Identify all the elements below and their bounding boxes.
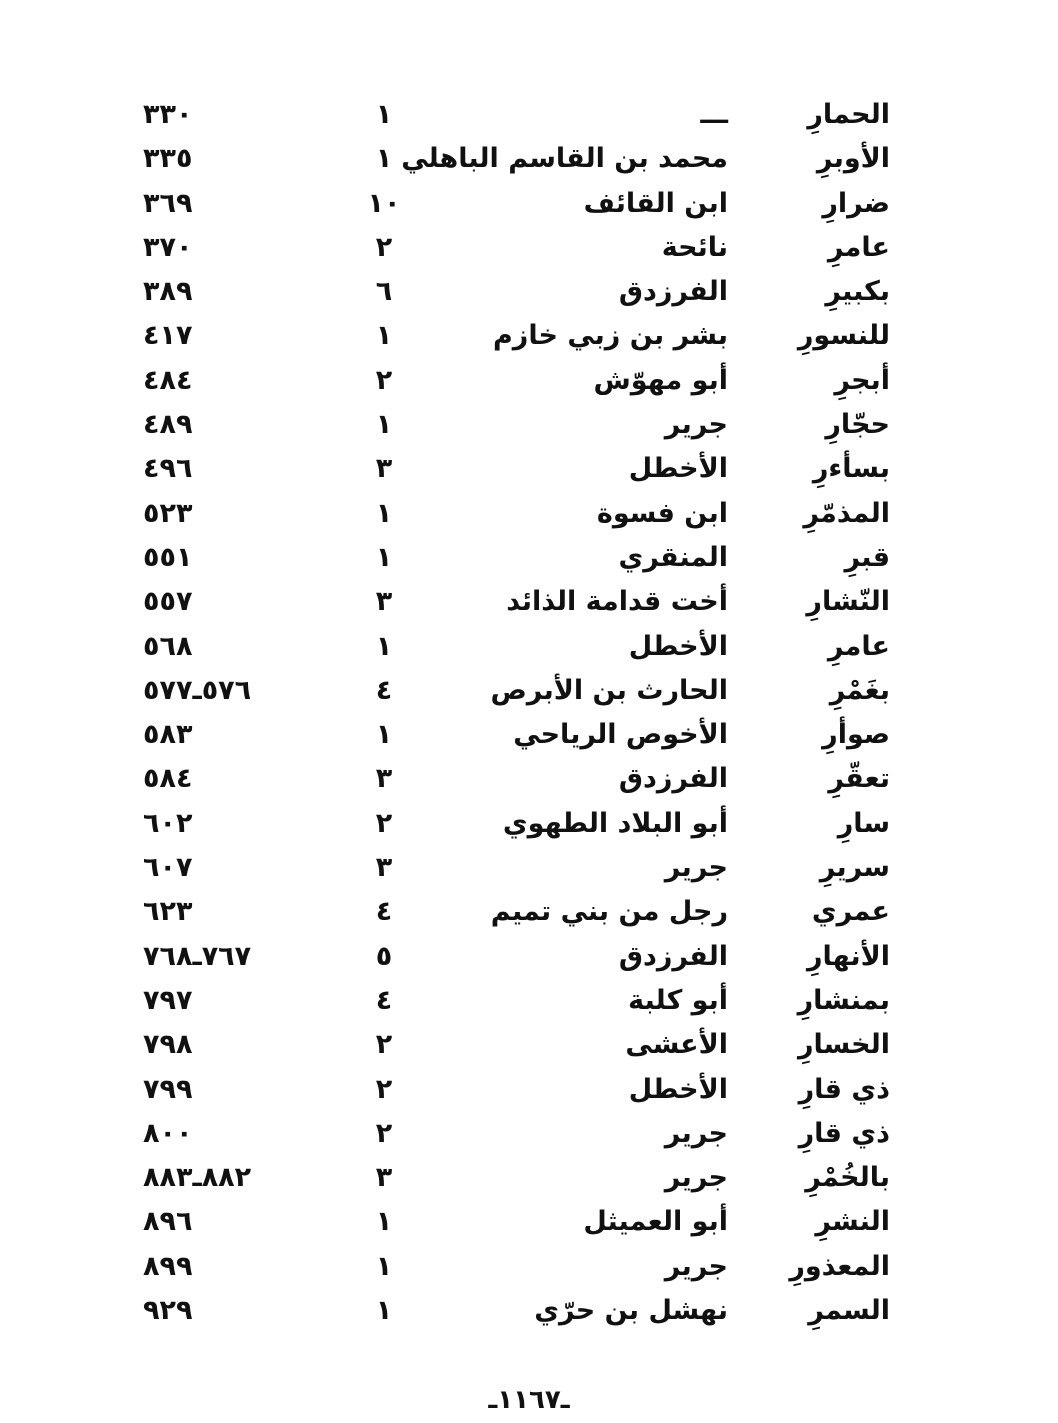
verse-count: ٤ bbox=[375, 674, 393, 706]
page-reference: ٥٥٧ bbox=[143, 586, 193, 618]
table-row bbox=[0, 846, 1058, 890]
poet-name: ابن فسوة bbox=[596, 497, 728, 529]
rhyme-word: صوأرِ bbox=[822, 719, 890, 751]
verse-count: ١ bbox=[375, 1206, 393, 1238]
table-row bbox=[0, 93, 1058, 137]
rhyme-word: عامرِ bbox=[827, 630, 890, 662]
page-reference: ٥٥١ bbox=[143, 541, 193, 573]
verse-count: ٥ bbox=[375, 940, 393, 972]
verse-count: ١ bbox=[375, 1295, 393, 1327]
rhyme-word: ذي قارِ bbox=[798, 1117, 890, 1149]
table-row bbox=[0, 1023, 1058, 1067]
page-reference: ٥٨٤ bbox=[143, 763, 193, 795]
table-row bbox=[0, 182, 1058, 226]
verse-count: ٢ bbox=[375, 231, 393, 263]
poet-name: ابن القائف bbox=[583, 187, 728, 219]
table-row bbox=[0, 713, 1058, 757]
table-row bbox=[0, 890, 1058, 934]
table-row bbox=[0, 1068, 1058, 1112]
table-row bbox=[0, 536, 1058, 580]
table-row bbox=[0, 802, 1058, 846]
page-reference: ٤٨٩ bbox=[143, 409, 193, 441]
rhyme-word: الخسارِ bbox=[797, 1029, 890, 1061]
rhyme-word: بغَمْرِ bbox=[829, 674, 890, 706]
table-row bbox=[0, 270, 1058, 314]
rhyme-word: حجّارِ bbox=[825, 409, 890, 441]
poet-name: بشر بن زبي خازم bbox=[493, 320, 728, 352]
table-row bbox=[0, 625, 1058, 669]
rhyme-word: النّشارِ bbox=[806, 586, 890, 618]
rhyme-word: بكبيرِ bbox=[825, 276, 890, 308]
verse-count: ٢ bbox=[375, 364, 393, 396]
rhyme-word: ذي قارِ bbox=[798, 1073, 890, 1105]
poet-name: محمد بن القاسم الباهلي bbox=[401, 143, 728, 175]
poet-name: أبو البلاد الطهوي bbox=[502, 807, 728, 839]
page-reference: ٧٩٧ bbox=[143, 984, 193, 1016]
table-row bbox=[0, 935, 1058, 979]
poet-name: نهشل بن حرّي bbox=[534, 1295, 728, 1327]
table-row bbox=[0, 580, 1058, 624]
rhyme-word: سريرِ bbox=[819, 852, 890, 884]
verse-count: ١ bbox=[375, 143, 393, 175]
page-reference: ٥٨٣ bbox=[143, 719, 193, 751]
poet-name: نائحة bbox=[661, 231, 728, 263]
poet-name: أخت قدامة الذائد bbox=[506, 586, 728, 618]
verse-count: ٣ bbox=[375, 763, 393, 795]
rhyme-word: عامرِ bbox=[827, 231, 890, 263]
page-reference: ٩٢٩ bbox=[143, 1295, 193, 1327]
rhyme-word: ضرارِ bbox=[822, 187, 890, 219]
rhyme-word: بالخُمْرِ bbox=[805, 1162, 890, 1194]
rhyme-word: النشرِ bbox=[815, 1206, 890, 1238]
verse-count: ١ bbox=[375, 630, 393, 662]
verse-count: ٢ bbox=[375, 1073, 393, 1105]
table-row bbox=[0, 1156, 1058, 1200]
verse-count: ١ bbox=[375, 320, 393, 352]
table-row bbox=[0, 1245, 1058, 1289]
poet-name: أبو مهوّش bbox=[593, 364, 728, 396]
page-reference: ٥٦٨ bbox=[143, 630, 193, 662]
page-reference: ٣٣٠ bbox=[143, 99, 193, 130]
verse-count: ١ bbox=[375, 409, 393, 441]
page-reference: ٥٢٣ bbox=[143, 497, 193, 529]
page-reference: ٨٠٠ bbox=[143, 1117, 193, 1149]
table-row bbox=[0, 1289, 1058, 1333]
rhyme-word: أبجرِ bbox=[834, 364, 890, 396]
verse-count: ٣ bbox=[375, 1162, 393, 1194]
page-reference: ٤١٧ bbox=[143, 320, 193, 352]
page-reference: ٧٩٩ bbox=[143, 1073, 193, 1105]
verse-count: ٦ bbox=[375, 276, 393, 308]
page-reference: ٤٩٦ bbox=[143, 453, 193, 485]
table-row bbox=[0, 492, 1058, 536]
verse-count: ١٠ bbox=[367, 187, 401, 219]
rhyme-word: بسأءرِ bbox=[812, 453, 890, 485]
rhyme-word: المذمّرِ bbox=[803, 497, 890, 529]
poet-name: جرير bbox=[664, 1250, 728, 1282]
rhyme-word: بمنشارِ bbox=[797, 984, 890, 1016]
poet-name: الأخطل bbox=[628, 1073, 728, 1105]
verse-count: ١ bbox=[375, 719, 393, 751]
page-reference: ٧٩٨ bbox=[143, 1029, 193, 1061]
rhyme-word: تعقّرِ bbox=[828, 763, 890, 795]
poet-name: ـــ bbox=[700, 99, 728, 130]
rhyme-word: للنسورِ bbox=[797, 320, 890, 352]
verse-count: ١ bbox=[375, 497, 393, 529]
rhyme-word: المعذورِ bbox=[789, 1250, 890, 1282]
page-reference: ٦٢٣ bbox=[143, 896, 193, 928]
page-reference: ٣٨٩ bbox=[143, 276, 193, 308]
poet-name: جرير bbox=[664, 409, 728, 441]
verse-count: ٤ bbox=[375, 896, 393, 928]
poet-name: أبو كلبة bbox=[628, 984, 728, 1016]
table-row bbox=[0, 669, 1058, 713]
rhyme-index-table bbox=[0, 93, 1058, 1333]
poet-name: الأخطل bbox=[628, 630, 728, 662]
poet-name: جرير bbox=[664, 852, 728, 884]
verse-count: ٣ bbox=[375, 586, 393, 618]
poet-name: الفرزدق bbox=[618, 276, 728, 308]
table-row bbox=[0, 314, 1058, 358]
page-reference: ٨٩٩ bbox=[143, 1250, 193, 1282]
page-reference: ٣٧٠ bbox=[143, 231, 193, 263]
rhyme-word: السمرِ bbox=[808, 1295, 890, 1327]
rhyme-word: قبرِ bbox=[844, 541, 890, 573]
table-row bbox=[0, 226, 1058, 270]
table-row bbox=[0, 359, 1058, 403]
verse-count: ٢ bbox=[375, 1029, 393, 1061]
verse-count: ١ bbox=[375, 1250, 393, 1282]
poet-name: الفرزدق bbox=[618, 763, 728, 795]
page-reference: ٦٠٢ bbox=[143, 807, 193, 839]
poet-name: المنقري bbox=[618, 541, 728, 573]
table-row bbox=[0, 1112, 1058, 1156]
rhyme-word: الأنهارِ bbox=[806, 940, 890, 972]
page-reference: ٨٨٢ـ٨٨٣ bbox=[143, 1162, 252, 1194]
poet-name: جرير bbox=[664, 1117, 728, 1149]
rhyme-word: الأوبرِ bbox=[816, 143, 890, 175]
table-row bbox=[0, 447, 1058, 491]
verse-count: ٣ bbox=[375, 453, 393, 485]
poet-name: الأخطل bbox=[628, 453, 728, 485]
poet-name: رجل من بني تميم bbox=[490, 896, 728, 928]
page-reference: ٧٦٧ـ٧٦٨ bbox=[143, 940, 252, 972]
page-reference: ٤٨٤ bbox=[143, 364, 193, 396]
verse-count: ٢ bbox=[375, 807, 393, 839]
rhyme-word: الحمارِ bbox=[807, 99, 890, 130]
poet-name: الفرزدق bbox=[618, 940, 728, 972]
poet-name: أبو العميثل bbox=[583, 1206, 728, 1238]
table-row bbox=[0, 403, 1058, 447]
table-row bbox=[0, 137, 1058, 181]
table-row bbox=[0, 1200, 1058, 1244]
table-row bbox=[0, 979, 1058, 1023]
poet-name: جرير bbox=[664, 1162, 728, 1194]
verse-count: ٤ bbox=[375, 984, 393, 1016]
page-reference: ٦٠٧ bbox=[143, 852, 193, 884]
rhyme-word: عمري bbox=[811, 896, 890, 928]
verse-count: ٣ bbox=[375, 852, 393, 884]
poet-name: الحارث بن الأبرص bbox=[490, 674, 728, 706]
poet-name: الأعشى bbox=[625, 1029, 728, 1061]
verse-count: ١ bbox=[375, 541, 393, 573]
table-row bbox=[0, 757, 1058, 801]
verse-count: ٢ bbox=[375, 1117, 393, 1149]
page-number: ـ١١٦٧ـ bbox=[488, 1385, 570, 1415]
verse-count: ١ bbox=[375, 99, 393, 130]
page-reference: ٣٣٥ bbox=[143, 143, 193, 175]
rhyme-word: سارِ bbox=[837, 807, 890, 839]
page-reference: ٥٧٦ـ٥٧٧ bbox=[143, 674, 252, 706]
poet-name: الأخوص الرياحي bbox=[513, 719, 728, 751]
page-reference: ٨٩٦ bbox=[143, 1206, 193, 1238]
page-reference: ٣٦٩ bbox=[143, 187, 193, 219]
